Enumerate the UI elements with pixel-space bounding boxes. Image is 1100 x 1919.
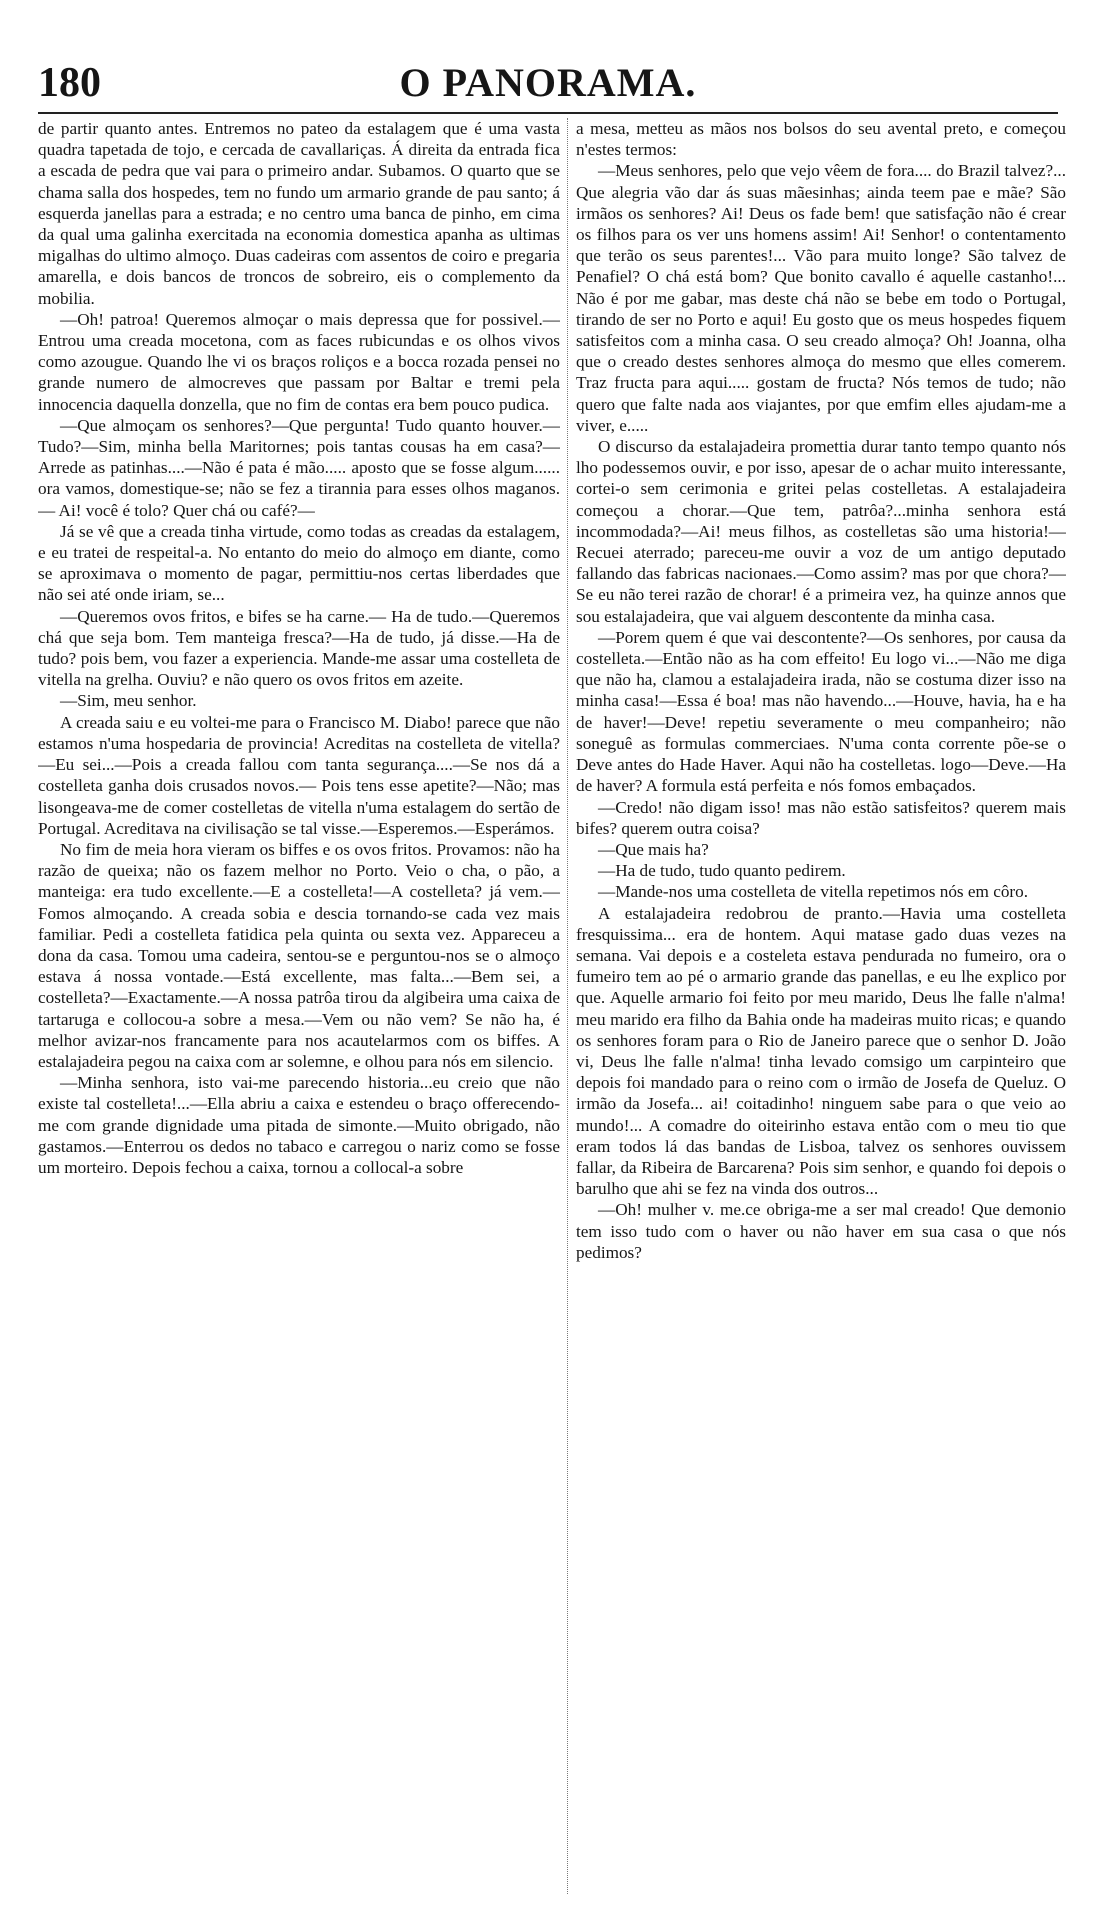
journal-title: O PANORAMA. xyxy=(399,60,697,105)
left-column xyxy=(38,118,560,1898)
page-number: 180 xyxy=(38,60,101,106)
header-rule xyxy=(38,112,1058,114)
paragraph: O discurso da estalajadeira promettia durar tanto tempo quanto nós lho podessemos ouvir, e por isso, apesar de o achar muito interessante, cortei-o sem cerimonia e gritei pelas costelletas. A estalajadeira começou a chorar.—Que tem, patrôa?...minha senhora está incommodada?—Ai! meus filhos, as costelletas são uma historia!—Recuei aterrado; pareceu-me ouvir a voz de um antigo deputado fallando das fabricas nacionaes.—Como assim? mas por que chora?—Se eu não terei razão de chorar! é a primeira vez, ha quinze annos que sou estalajadeira, que vai alguem descontente da minha casa. xyxy=(576,437,1066,626)
paragraph: No fim de meia hora vieram os biffes e os ovos fritos. Provamos: não ha razão de queixa; não os fazem melhor no Porto. Veio o cha, o pão, a manteiga: era tudo excellente.—E a costelleta!—A costelleta? já vem.—Fomos almoçando. A creada sobia e descia tornando-se cada vez mais familiar. Pedi a costelleta fatidica pela quinta ou sexta vez. Appareceu a dona da casa. Tomou uma cadeira, sentou-se e perguntou-nos se o almoço estava á nossa vontade.—Está excellente, mas falta...—Bem sei, a costelleta?—Exactamente.—A nossa patrôa tirou da algibeira uma caixa de tartaruga e collocou-a sobre a mesa.—Vem ou não vem? Se não ha, é melhor avizar-nos francamente para nos acautelarmos com os biffes. A estalajadeira pegou na caixa com ar solemne, e olhou para nós em silencio. xyxy=(38,839,560,1071)
paragraph: —Oh! patroa! Queremos almoçar o mais depressa que for possivel.—Entrou uma creada mocetona, com as faces rubicundas e os olhos vivos como azougue. Quando lhe vi os braços roliços e a bocca rozada pensei no grande numero de almocreves que passam por Baltar e tremi pela innocencia daquella donzella, que no fim de contas era bem pouco pudica. xyxy=(38,309,560,414)
paragraph: —Mande-nos uma costelleta de vitella repetimos nós em côro. xyxy=(598,882,1029,902)
paragraph: de partir quanto antes. Entremos no pateo da estalagem que é uma vasta quadra tapetada de tojo, e cercada de cavallariças. Á direita da entrada fica a escada de pedra que vai para o primeiro andar. Subamos. O quarto que se chama salla dos hospedes, tem no fundo um armario grande de pau santo; á esquerda janellas para a estrada; e no centro uma banca de pinho, em cima da qual uma galinha exercitada na economia domestica apanha as ultimas migalhas do ultimo almoço. Duas cadeiras com assentos de coiro e pregaria amarella, e dois bancos de troncos de sobreiro, eis o complemento da mobilia. xyxy=(38,119,560,308)
paragraph: —Ha de tudo, tudo quanto pedirem. xyxy=(598,861,846,881)
paragraph: —Que almoçam os senhores?—Que pergunta! Tudo quanto houver.—Tudo?—Sim, minha bella Maritornes; pois tantas cousas ha em casa?—Arrede as patinhas....—Não é pata é mão..... aposto que se fosse algum...... ora vamos, domestique-se; não se fez a tirannia para esses olhos maganos.— Ai! você é tolo? Quer chá ou café?— xyxy=(38,415,560,520)
page-header xyxy=(38,58,1058,108)
paragraph: A estalajadeira redobrou de pranto.—Havia uma costelleta fresquissima... era de hontem. Aqui matase gado duas vezes na semana. Vai depois e a costeleta estava pendurada no fumeiro, ora o fumeiro tem ao pé o armario grande das panellas, e eu lhe explico por que. Aquelle armario foi feito por meu marido, Deus lhe falle n'alma! meu marido era filho da Bahia onde ha madeiras muito ricas; e quando os senhores foram para o Rio de Janeiro parece que o senhor D. João vi, Deus lhe falle n'alma! tinha levado comsigo um carpinteiro que depois foi mandado para o reino com o irmão de Josefa de Queluz. O irmão da Josefa... ai! coitadinho! ninguem sabe para o que veio ao mundo!... A comadre do oiteirinho estava então com o meu tio que eram todos lá das bandas de Lisboa, talvez os senhores ouvissem fallar, da Ribeira de Barcarena? Pois sim senhor, e quando foi depois o barulho que ahi se fez na vinda dos outros... xyxy=(576,903,1066,1199)
paragraph: Já se vê que a creada tinha virtude, como todas as creadas da estalagem, e eu tratei de respeital-a. No entanto do meio do almoço em diante, como se aproximava o momento de pagar, permittiu-nos certas liberdades que não sei até onde iriam, se... xyxy=(38,521,560,605)
paragraph: —Porem quem é que vai descontente?—Os senhores, por causa da costelleta.—Então não as ha com effeito! Eu logo vi...—Não me diga que não ha, clamou a estalajadeira irada, não se costuma dizer isso na minha casa!—Essa é boa! mas não havendo...—Houve, havia, ha e ha de haver!—Deve! repetiu severamente o meu companheiro; não soneguê as formulas commerciaes. N'uma conta corrente põe-se o Deve antes do Hade Haver. Aqui não ha costelletas. logo—Deve.—Ha de haver? A formula está perfeita e nós fomos embaçados. xyxy=(576,627,1066,796)
paragraph: —Oh! mulher v. me.ce obriga-me a ser mal creado! Que demonio tem isso tudo com o haver ou não haver em sua casa o que nós pedimos? xyxy=(576,1200,1066,1262)
paragraph: a mesa, metteu as mãos nos bolsos do seu avental preto, e começou n'estes termos: xyxy=(576,119,1066,160)
paragraph: —Sim, meu senhor. xyxy=(60,691,197,711)
paragraph: —Que mais ha? xyxy=(598,839,709,859)
paragraph: —Credo! não digam isso! mas não estão satisfeitos? querem mais bifes? querem outra coisa? xyxy=(576,797,1066,838)
paragraph: A creada saiu e eu voltei-me para o Francisco M. Diabo! parece que não estamos n'uma hospedaria de provincia! Acreditas na costelleta de vitella?—Eu sei...—Pois a creada fallou com tanta segurança....—Se nos dá a costelleta ganha dois crusados novos.— Pois tens esse apetite?—Não; mas lisongeava-me de comer costelletas de vitella n'uma estalagem do sertão de Portugal. Acreditava na civilisação se tal visse.—Esperemos.—Esperámos. xyxy=(38,712,560,838)
paragraph: —Meus senhores, pelo que vejo vêem de fora.... do Brazil talvez?... Que alegria vão dar ás suas mãesinhas; ainda teem pae e mãe? São irmãos os senhores? Ai! Deus os fade bem! que satisfação não é crear os filhos para os ver uns homens assim! Ai! Senhor! o contentamento que terão os seus parentes!... Vão para muito longe? São talvez de Penafiel? O chá está bom? Que bonito cavallo é aquelle castanho!... Não é por me gabar, mas deste chá não se bebe em todo o Portugal, tirando de ser no Porto e aqui! Eu gosto que os meus hospedes fiquem satisfeitos com a minha casa. O seu creado almoça? Oh! Joanna, olha que o creado destes senhores almoça do mesmo que elles comerem. Traz fructa para aqui..... gostam de fructa? Nós temos de tudo; não quero que falte nada aos viajantes, por que emfim elles ajudam-me a viver, e..... xyxy=(576,161,1066,435)
right-column xyxy=(576,118,1066,1898)
column-divider xyxy=(567,118,568,1894)
paragraph: —Queremos ovos fritos, e bifes se ha carne.— Ha de tudo.—Queremos chá que seja bom. Tem manteiga fresca?—Ha de tudo, já disse.—Ha de tudo? pois bem, vou fazer a experiencia. Mande-me assar uma costelleta de vitella na grelha. Ouviu? e não quero os ovos fritos em azeite. xyxy=(38,606,560,690)
paragraph: —Minha senhora, isto vai-me parecendo historia...eu creio que não existe tal costelleta!...—Ella abriu a caixa e estendeu o braço offerecendo-me com grande dignidade uma pitada de simonte.—Muito obrigado, não gastamos.—Enterrou os dedos no tabaco e carregou o nariz como se fosse um morteiro. Depois fechou a caixa, tornou a collocal-a sobre xyxy=(38,1073,560,1177)
